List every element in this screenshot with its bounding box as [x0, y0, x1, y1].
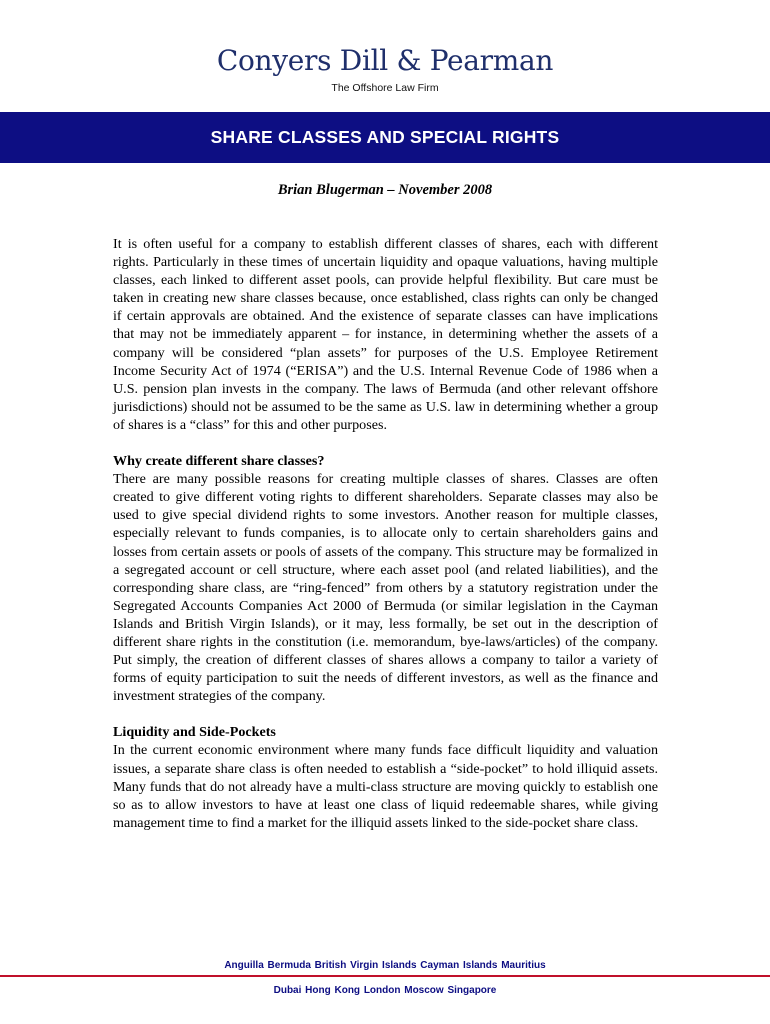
section-paragraph-why-classes: There are many possible reasons for creating multiple classes of shares. Classes are often created to give different voting rights to different shareholders. Separate classes may also be used to give special dividend rights to some investors. Another reason for multiple classes, especially relevant to funds companies, is to allocate only to certain shareholders gains and losses from certain assets or pools of assets of the company. This structure may be formalized in a segregated account or cell structure, where each asset pool (and related liabilities), and the corresponding share class, are “ring-fenced” from others by a statutory registration under the Segregated Accounts Companies Act 2000 of Bermuda (or similar legislation in the Cayman Islands and British Virgin Islands), or it may, less formally, be set out in the description of different share rights in the constitution (i.e. memorandum, bye-laws/articles) of the company. Put simply, the creation of different classes of shares allows a company to tailor a variety of forms of equity participation to suit the needs of different investors, as well as the finance and investment strategies of the company. — [113, 471, 658, 705]
footer-offices-line-2: Dubai Hong Kong London Moscow Singapore — [273, 985, 497, 996]
section-heading-liquidity: Liquidity and Side-Pockets — [113, 724, 276, 741]
firm-tagline: The Offshore Law Firm — [331, 82, 439, 94]
footer-offices-line-1: Anguilla Bermuda British Virgin Islands Cayman Islands Mauritius — [224, 960, 546, 971]
section-heading-why-classes: Why create different share classes? — [113, 453, 325, 470]
document-title: SHARE CLASSES AND SPECIAL RIGHTS — [210, 127, 560, 147]
firm-logo: Conyers Dill & Pearman — [216, 44, 554, 77]
section-paragraph-liquidity: In the current economic environment where many funds face difficult liquidity and valuation issues, a separate share class is often needed to establish a “side-pocket” to hold illiquid assets. Many funds that do not already have a multi-class structure are moving quickly to establish one so as to allow investors to have at least one class of liquid redeemable shares, while giving management time to find a market for the illiquid assets linked to the side-pocket share class. — [113, 742, 658, 831]
article-body — [113, 235, 658, 832]
intro-paragraph: It is often useful for a company to establish different classes of shares, each with different rights. Particularly in these times of uncertain liquidity and opaque valuations, having multiple classes, each linked to different asset pools, can provide helpful flexibility. But care must be taken in creating new share classes because, once established, class rights can only be changed if certain approvals are obtained. And the existence of separate classes can have implications that may not be immediately apparent – for instance, in determining whether the assets of a company will be considered “plan assets” for purposes of the U.S. Employee Retirement Income Security Act of 1974 (“ERISA”) and the U.S. Internal Revenue Code of 1986 when a U.S. pension plan invests in the company. The laws of Bermuda (and other relevant offshore jurisdictions) should not be assumed to be the same as U.S. law in determining whether a group of shares is a “class” for this and other purposes. — [113, 236, 658, 433]
title-banner — [0, 112, 770, 163]
author-byline: Brian Blugerman – November 2008 — [277, 182, 493, 198]
footer-divider — [0, 975, 770, 977]
